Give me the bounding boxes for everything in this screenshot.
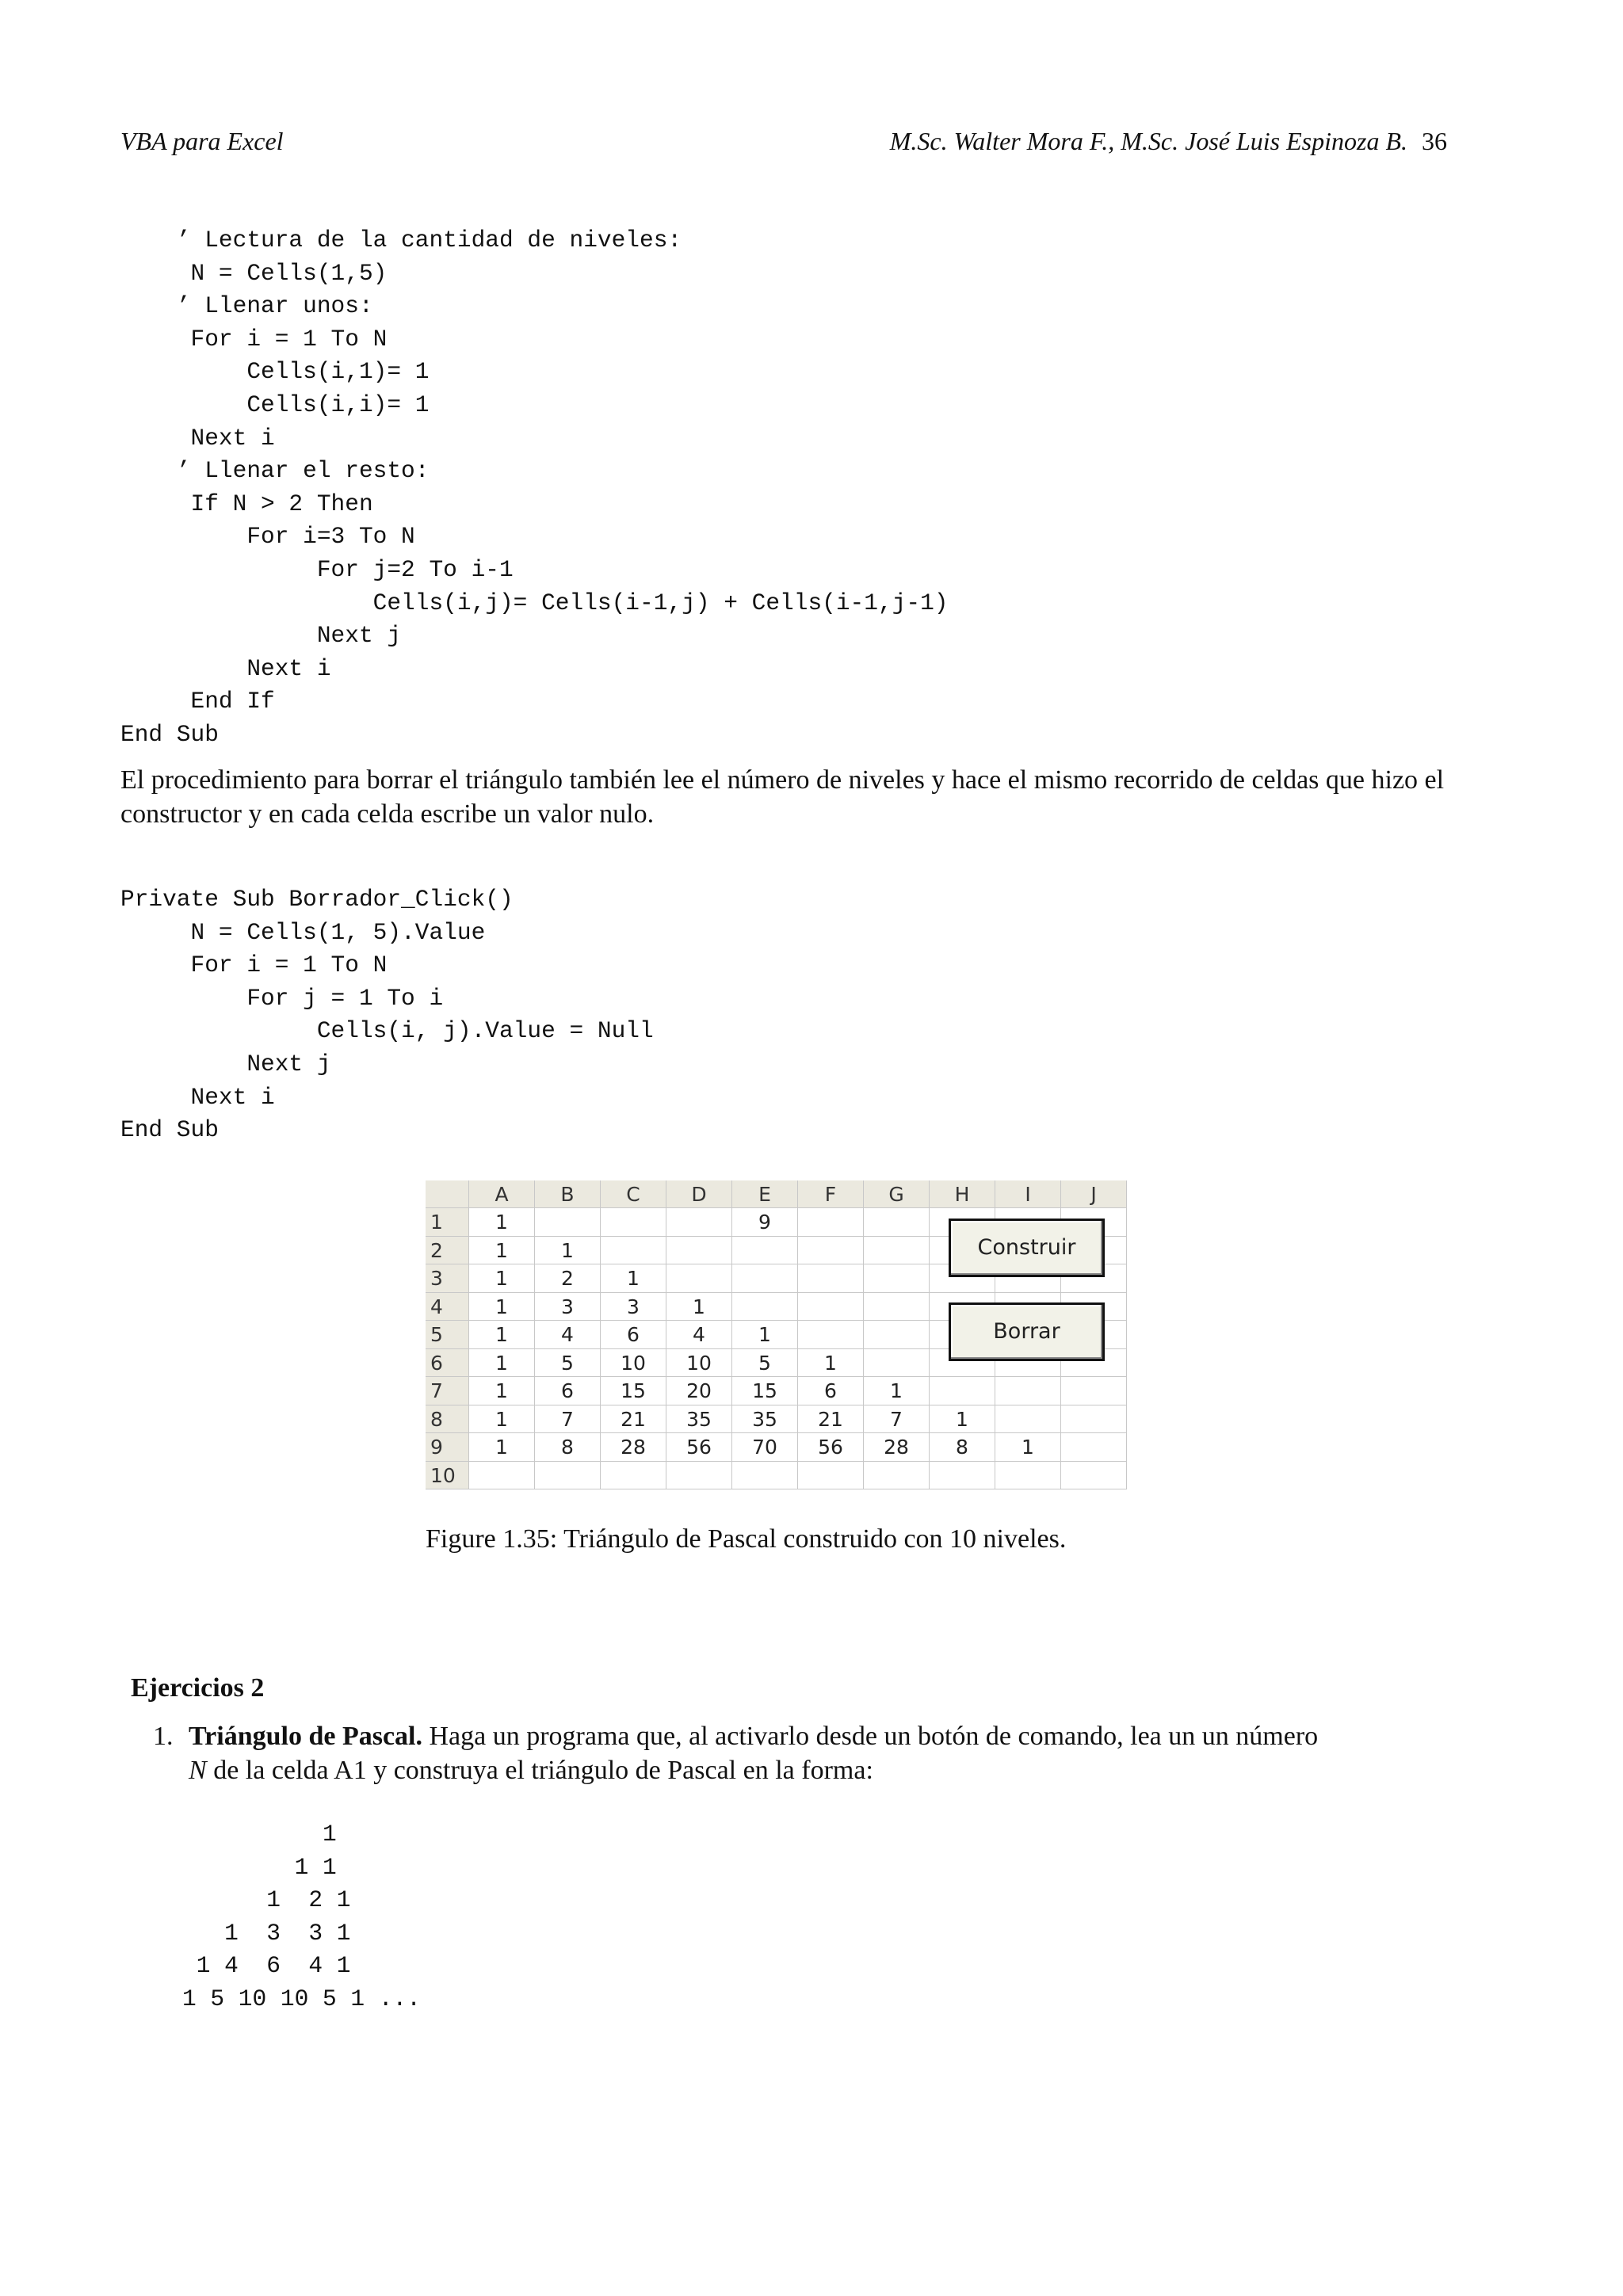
sheet-cell: 3: [535, 1293, 601, 1322]
sheet-cell: 9: [732, 1208, 798, 1237]
exercises-heading: Ejercicios 2: [131, 1673, 265, 1703]
sheet-cell: [535, 1462, 601, 1490]
sheet-cell: [995, 1462, 1061, 1490]
sheet-cell: 1: [666, 1293, 732, 1322]
sheet-cell: 28: [864, 1433, 930, 1462]
sheet-cell: [1061, 1433, 1127, 1462]
sheet-cell: [601, 1462, 666, 1490]
sheet-cell: 1: [864, 1377, 930, 1405]
sheet-cell: 1: [469, 1293, 535, 1322]
pascal-example-output: 1 1 1 1 2 1 1 3 3 1 1 4 6 4 1 1 5 10 10 5 1 ...: [182, 1821, 421, 2012]
sheet-cell: 21: [601, 1405, 666, 1434]
exercise-variable: N: [189, 1756, 207, 1785]
exercise-text-1: Haga un programa que, al activarlo desde un botón de comando, lea un un número: [429, 1722, 1319, 1751]
sheet-cell: 56: [666, 1433, 732, 1462]
row-header-7: 7: [426, 1377, 469, 1405]
sheet-cell: [732, 1462, 798, 1490]
sheet-cell: [601, 1237, 666, 1265]
spreadsheet-figure: [426, 1180, 1127, 1493]
row-header-1: 1: [426, 1208, 469, 1237]
column-header-h: H: [930, 1180, 995, 1208]
sheet-cell: [798, 1462, 864, 1490]
sheet-cell: 1: [469, 1433, 535, 1462]
sheet-cell: [601, 1208, 666, 1237]
sheet-cell: 4: [666, 1321, 732, 1349]
sheet-cell: 2: [535, 1264, 601, 1293]
sheet-cell: 70: [732, 1433, 798, 1462]
row-header-2: 2: [426, 1237, 469, 1265]
sheet-corner: [426, 1180, 469, 1208]
sheet-cell: 1: [798, 1349, 864, 1378]
sheet-cell: [798, 1321, 864, 1349]
sheet-cell: 3: [601, 1293, 666, 1322]
header-authors: M.Sc. Walter Mora F., M.Sc. José Luis Espinoza B.: [889, 127, 1407, 155]
sheet-cell: [864, 1237, 930, 1265]
sheet-cell: [666, 1462, 732, 1490]
sheet-cell: [535, 1208, 601, 1237]
column-header-c: C: [601, 1180, 666, 1208]
exercise-lead: Triángulo de Pascal.: [189, 1722, 422, 1751]
row-header-3: 3: [426, 1264, 469, 1293]
figure-caption: Figure 1.35: Triángulo de Pascal construido con 10 niveles.: [426, 1524, 1067, 1554]
sheet-cell: 1: [469, 1321, 535, 1349]
row-header-9: 9: [426, 1433, 469, 1462]
column-header-b: B: [535, 1180, 601, 1208]
sheet-cell: [995, 1377, 1061, 1405]
sheet-cell: [798, 1208, 864, 1237]
exercise-text-2: de la celda A1 y construya el triángulo de Pascal en la forma:: [213, 1756, 873, 1785]
sheet-cell: 15: [601, 1377, 666, 1405]
sheet-cell: [864, 1462, 930, 1490]
row-header-8: 8: [426, 1405, 469, 1434]
sheet-cell: 1: [469, 1237, 535, 1265]
sheet-cell: 1: [930, 1405, 995, 1434]
paragraph-erase-description: El procedimiento para borrar el triángulo también lee el número de niveles y hace el mismo recorrido de celdas que hizo el constructor y en cada celda escribe un valor nulo.: [120, 765, 1445, 829]
sheet-cell: [798, 1293, 864, 1322]
sheet-cell: 10: [666, 1349, 732, 1378]
sheet-cell: [995, 1405, 1061, 1434]
sheet-cell: [1061, 1405, 1127, 1434]
column-header-e: E: [732, 1180, 798, 1208]
sheet-cell: [864, 1264, 930, 1293]
sheet-cell: 56: [798, 1433, 864, 1462]
sheet-cell: 6: [798, 1377, 864, 1405]
sheet-cell: [864, 1293, 930, 1322]
sheet-cell: [864, 1349, 930, 1378]
sheet-cell: 10: [601, 1349, 666, 1378]
borrar-button[interactable]: Borrar: [949, 1302, 1105, 1361]
sheet-cell: 15: [732, 1377, 798, 1405]
column-header-f: F: [798, 1180, 864, 1208]
sheet-cell: [732, 1237, 798, 1265]
sheet-cell: [666, 1237, 732, 1265]
sheet-cell: [864, 1321, 930, 1349]
sheet-cell: [930, 1377, 995, 1405]
sheet-cell: [666, 1208, 732, 1237]
construir-button[interactable]: Construir: [949, 1219, 1105, 1277]
column-header-a: A: [469, 1180, 535, 1208]
code-block-borrador-click: Private Sub Borrador_Click() N = Cells(1, 5).Value For i = 1 To N For j = 1 To i Cells(i, j).Value = Null Next j Next i End Sub: [120, 886, 654, 1144]
sheet-cell: [1061, 1377, 1127, 1405]
sheet-cell: 5: [732, 1349, 798, 1378]
running-header-authors: [890, 127, 1447, 156]
sheet-cell: [864, 1208, 930, 1237]
sheet-cell: 7: [864, 1405, 930, 1434]
sheet-cell: 1: [995, 1433, 1061, 1462]
sheet-cell: 7: [535, 1405, 601, 1434]
column-header-g: G: [864, 1180, 930, 1208]
sheet-cell: 6: [601, 1321, 666, 1349]
sheet-cell: 1: [601, 1264, 666, 1293]
sheet-cell: 1: [469, 1377, 535, 1405]
sheet-cell: 1: [469, 1405, 535, 1434]
code-block-fill-triangle: ’ Lectura de la cantidad de niveles: N = Cells(1,5) ’ Llenar unos: For i = 1 To N Cells(i,1)= 1 Cells(i,i)= 1 Next i ’ Llenar el resto: If N > 2 Then For i=3 To N For j=2 To i-1 Cells(i,j)= Cells(i-1,j) + Cells(i-1,j-1) Next j Next i End If End Sub: [120, 227, 949, 748]
row-header-6: 6: [426, 1349, 469, 1378]
column-header-i: I: [995, 1180, 1061, 1208]
sheet-cell: 20: [666, 1377, 732, 1405]
sheet-cell: 1: [469, 1264, 535, 1293]
column-header-d: D: [666, 1180, 732, 1208]
page-number: 36: [1422, 127, 1447, 155]
sheet-cell: 28: [601, 1433, 666, 1462]
sheet-cell: 21: [798, 1405, 864, 1434]
sheet-cell: [798, 1237, 864, 1265]
column-header-j: J: [1061, 1180, 1127, 1208]
sheet-cell: [732, 1264, 798, 1293]
sheet-cell: [469, 1462, 535, 1490]
sheet-cell: [930, 1462, 995, 1490]
row-header-5: 5: [426, 1321, 469, 1349]
sheet-cell: 6: [535, 1377, 601, 1405]
sheet-cell: [798, 1264, 864, 1293]
sheet-cell: 1: [469, 1208, 535, 1237]
sheet-cell: 1: [535, 1237, 601, 1265]
sheet-cell: 4: [535, 1321, 601, 1349]
sheet-cell: [666, 1264, 732, 1293]
sheet-cell: 8: [535, 1433, 601, 1462]
sheet-cell: [732, 1293, 798, 1322]
running-header-title: VBA para Excel: [120, 127, 284, 155]
sheet-cell: 8: [930, 1433, 995, 1462]
exercise-body: [189, 1719, 1453, 1787]
row-header-4: 4: [426, 1293, 469, 1322]
exercise-item: [153, 1719, 1453, 1787]
sheet-cell: 1: [732, 1321, 798, 1349]
sheet-cell: 35: [732, 1405, 798, 1434]
sheet-cell: 35: [666, 1405, 732, 1434]
sheet-cell: [1061, 1462, 1127, 1490]
sheet-cell: 5: [535, 1349, 601, 1378]
row-header-10: 10: [426, 1462, 469, 1490]
sheet-cell: 1: [469, 1349, 535, 1378]
exercise-number: 1.: [153, 1722, 174, 1751]
